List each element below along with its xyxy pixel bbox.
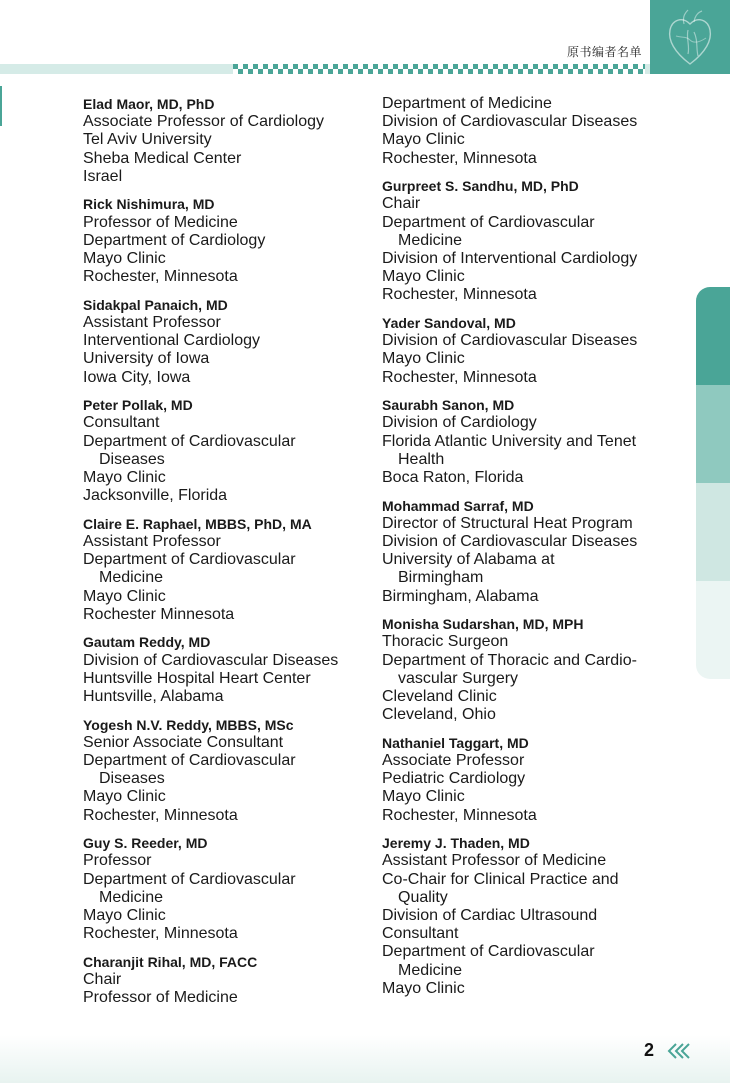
- contributor-name: Rick Nishimura, MD: [83, 196, 215, 213]
- affiliation-line: Birmingham, Alabama: [382, 587, 539, 605]
- affiliation-line: Huntsville Hospital Heart Center: [83, 669, 311, 687]
- contributor-name: Peter Pollak, MD: [83, 397, 193, 414]
- contributor-entry: [83, 834, 373, 943]
- affiliation-line: Division of Cardiovascular Diseases: [382, 332, 638, 350]
- affiliation-line: Division of Cardiac Ultrasound: [382, 907, 598, 925]
- affiliation-line: Professor of Medicine: [83, 989, 238, 1007]
- contributors-left-column: [83, 95, 373, 1017]
- contributor-entry: [382, 834, 682, 998]
- affiliation-line: Department of Cardiovascular: [83, 551, 296, 569]
- affiliation-line: Cleveland Clinic: [382, 688, 497, 706]
- affiliation-line: Huntsville, Alabama: [83, 688, 224, 706]
- affiliation-line: Department of Medicine: [382, 95, 552, 112]
- side-tab-1: [696, 287, 730, 385]
- affiliation-line: Mayo Clinic: [83, 250, 166, 268]
- contributor-name: Claire E. Raphael, MBBS, PhD, MA: [83, 515, 312, 532]
- affiliation-line: Department of Cardiovascular: [83, 752, 296, 770]
- affiliation-line-continued: Medicine: [99, 888, 164, 906]
- affiliation-line-continued: Medicine: [398, 961, 463, 979]
- affiliation-line: Mayo Clinic: [382, 788, 465, 806]
- affiliation-line: Chair: [382, 195, 421, 213]
- contributor-entry: [382, 615, 682, 724]
- affiliation-line: Rochester Minnesota: [83, 605, 235, 623]
- contributor-entry: [382, 734, 682, 825]
- affiliation-line: Mayo Clinic: [83, 907, 166, 925]
- affiliation-line-continued: vascular Surgery: [398, 669, 519, 687]
- affiliation-line: Assistant Professor: [83, 533, 221, 551]
- contributor-name: Guy S. Reeder, MD: [83, 835, 208, 852]
- affiliation-line: Professor: [83, 852, 152, 870]
- affiliation-line: Tel Aviv University: [83, 131, 212, 149]
- affiliation-line: Rochester, Minnesota: [382, 149, 537, 167]
- affiliation-line: Division of Cardiology: [382, 414, 537, 432]
- affiliation-line-continued: Birmingham: [398, 569, 484, 587]
- contributor-entry: [83, 953, 373, 1008]
- contributor-name: Sidakpal Panaich, MD: [83, 296, 228, 313]
- affiliation-line-continued: Diseases: [99, 450, 165, 468]
- continued-entry: [382, 95, 682, 168]
- affiliation-line: Associate Professor of Cardiology: [83, 113, 324, 131]
- affiliation-line: Division of Interventional Cardiology: [382, 250, 638, 268]
- affiliation-line: Rochester, Minnesota: [83, 268, 238, 286]
- affiliation-line: Thoracic Surgeon: [382, 633, 509, 651]
- contributor-name: Yogesh N.V. Reddy, MBBS, MSc: [83, 716, 294, 733]
- affiliation-line-continued: Quality: [398, 888, 448, 906]
- affiliation-line-continued: Diseases: [99, 770, 165, 788]
- side-tab-3: [696, 483, 730, 581]
- contributor-name: Elad Maor, MD, PhD: [83, 96, 215, 112]
- affiliation-line: University of Iowa: [83, 350, 210, 368]
- contributor-name: Jeremy J. Thaden, MD: [382, 835, 530, 852]
- affiliation-line: Sheba Medical Center: [83, 149, 242, 167]
- contributor-entry: [382, 396, 682, 487]
- side-tab-2: [696, 385, 730, 483]
- contributor-entry: [83, 95, 373, 186]
- affiliation-line: Department of Cardiovascular: [382, 213, 595, 231]
- affiliation-line: Director of Structural Heat Program: [382, 514, 633, 532]
- affiliation-line: Rochester, Minnesota: [382, 806, 537, 824]
- affiliation-line: Mayo Clinic: [83, 469, 166, 487]
- affiliation-line: Cleveland, Ohio: [382, 706, 496, 724]
- affiliation-line: Department of Cardiovascular: [83, 870, 296, 888]
- affiliation-line: Rochester, Minnesota: [382, 368, 537, 386]
- contributor-name: Charanjit Rihal, MD, FACC: [83, 953, 258, 970]
- affiliation-line: Boca Raton, Florida: [382, 469, 524, 487]
- affiliation-line: Mayo Clinic: [382, 131, 465, 149]
- affiliation-line: Jacksonville, Florida: [83, 487, 228, 505]
- page-number: 2: [643, 1040, 654, 1060]
- double-chevron-left-icon: [666, 1043, 690, 1059]
- right-column-entries: [382, 177, 682, 998]
- contributor-name: Saurabh Sanon, MD: [382, 397, 515, 414]
- contributor-entry: [83, 633, 373, 706]
- contributor-entry: [382, 177, 682, 304]
- affiliation-line-continued: Medicine: [398, 231, 463, 249]
- affiliation-line: Rochester, Minnesota: [83, 806, 238, 824]
- contributor-entry: [382, 314, 682, 387]
- contributor-name: Nathaniel Taggart, MD: [382, 734, 529, 751]
- heart-icon: [664, 8, 716, 68]
- affiliation-line: Department of Thoracic and Cardio-: [382, 651, 637, 669]
- contributor-name: Gautam Reddy, MD: [83, 634, 211, 651]
- affiliation-line: Rochester, Minnesota: [382, 286, 537, 304]
- affiliation-line: Senior Associate Consultant: [83, 733, 284, 751]
- contributor-name: Yader Sandoval, MD: [382, 315, 516, 332]
- affiliation-line: Consultant: [382, 925, 459, 943]
- affiliation-line: Consultant: [83, 414, 160, 432]
- affiliation-line-continued: Medicine: [99, 569, 164, 587]
- affiliation-line: Mayo Clinic: [83, 587, 166, 605]
- affiliation-line: Department of Cardiovascular: [83, 432, 296, 450]
- affiliation-line: University of Alabama at: [382, 551, 555, 569]
- affiliation-line: Iowa City, Iowa: [83, 368, 191, 386]
- affiliation-line: Mayo Clinic: [382, 979, 465, 997]
- affiliation-line: Mayo Clinic: [382, 268, 465, 286]
- affiliation-line: Division of Cardiovascular Diseases: [382, 113, 638, 131]
- contributor-name: Gurpreet S. Sandhu, MD, PhD: [382, 178, 579, 195]
- corner-block: [650, 0, 730, 74]
- affiliation-line: Mayo Clinic: [83, 788, 166, 806]
- affiliation-line: Professor of Medicine: [83, 213, 238, 231]
- affiliation-line: Rochester, Minnesota: [83, 925, 238, 943]
- page-header-title: 原书编者名单: [566, 45, 642, 59]
- affiliation-line: Associate Professor: [382, 752, 525, 770]
- affiliation-line: Florida Atlantic University and Tenet: [382, 432, 637, 450]
- affiliation-line: Assistant Professor: [83, 314, 221, 332]
- contributor-entry: [83, 296, 373, 387]
- contributor-name: Monisha Sudarshan, MD, MPH: [382, 616, 584, 633]
- affiliation-line-continued: Health: [398, 450, 445, 468]
- left-margin-marker: [0, 86, 2, 126]
- contributors-right-column: [382, 95, 682, 1007]
- contributor-entry: [83, 396, 373, 505]
- footer-band: [0, 1035, 730, 1083]
- affiliation-line: Pediatric Cardiology: [382, 770, 526, 788]
- affiliation-line: Mayo Clinic: [382, 350, 465, 368]
- affiliation-line: Interventional Cardiology: [83, 332, 260, 350]
- affiliation-line: Department of Cardiology: [83, 231, 266, 249]
- affiliation-line: Division of Cardiovascular Diseases: [382, 533, 638, 551]
- affiliation-line: Assistant Professor of Medicine: [382, 852, 607, 870]
- contributor-entry: [83, 716, 373, 825]
- header-diamond-pattern: [233, 64, 645, 74]
- affiliation-line: Division of Cardiovascular Diseases: [83, 651, 339, 669]
- affiliation-line: Department of Cardiovascular: [382, 943, 595, 961]
- contributor-name: Mohammad Sarraf, MD: [382, 497, 534, 514]
- affiliation-line: Israel: [83, 167, 123, 185]
- contributor-entry: [83, 195, 373, 286]
- affiliation-line: Chair: [83, 971, 122, 989]
- affiliation-line: Co-Chair for Clinical Practice and: [382, 870, 619, 888]
- side-tab-4: [696, 581, 730, 679]
- contributor-entry: [83, 515, 373, 624]
- contributor-entry: [382, 497, 682, 606]
